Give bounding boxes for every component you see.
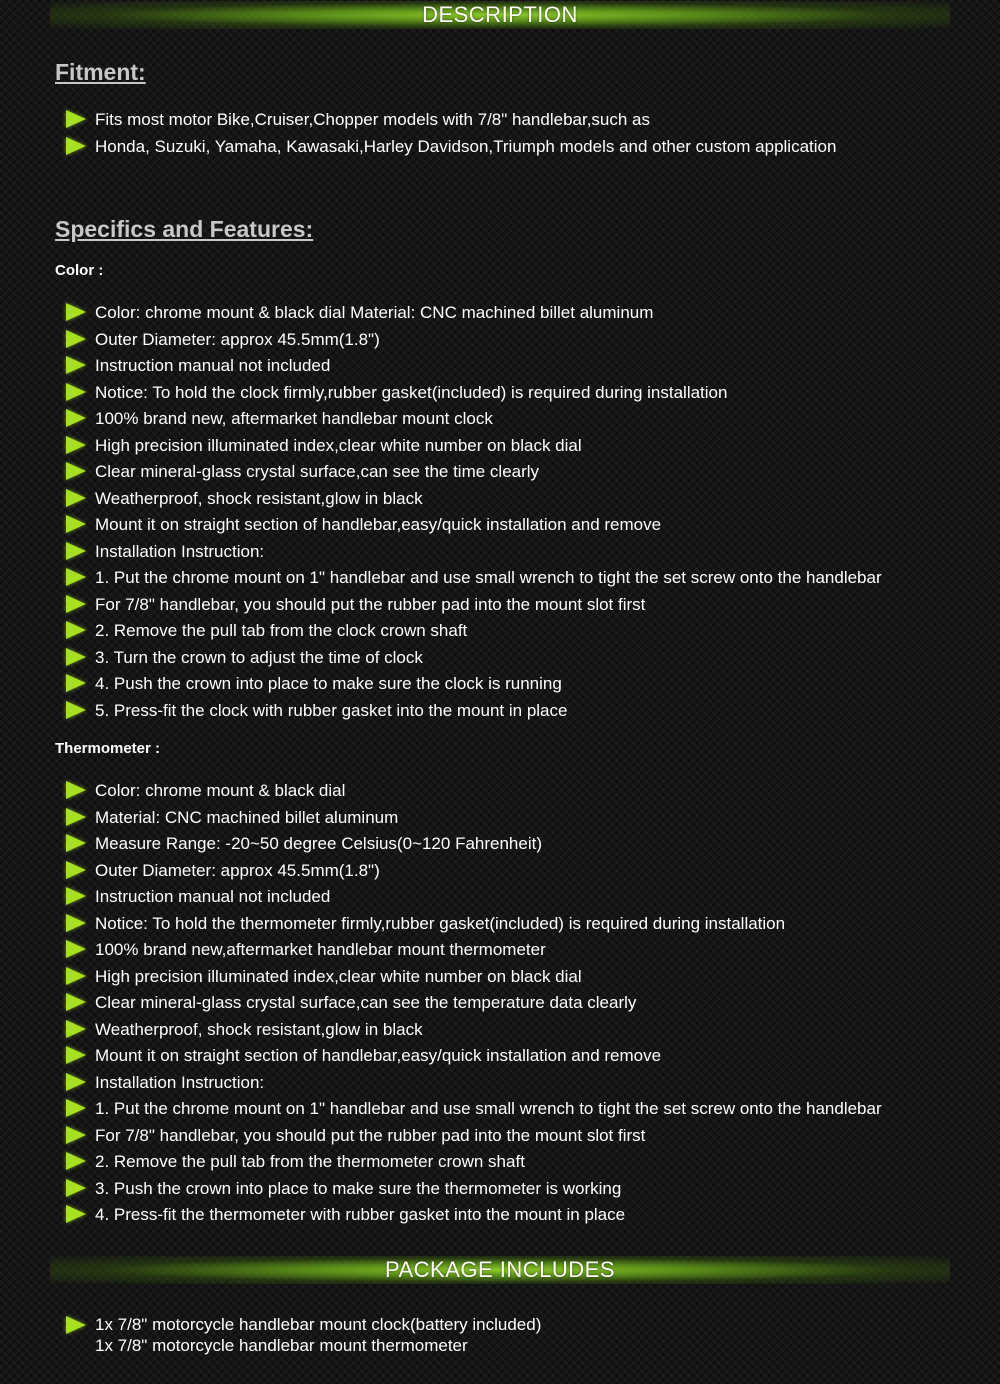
- list-item-text: Instruction manual not included: [95, 887, 331, 906]
- thermometer-features-list: [0, 778, 1000, 1229]
- list-item-text: 2. Remove the pull tab from the thermometer crown shaft: [95, 1152, 525, 1171]
- package-line-thermometer: 1x 7/8" motorcycle handlebar mount thermometer: [95, 1336, 468, 1355]
- arrow-bullet-icon: [66, 1046, 86, 1064]
- arrow-bullet-icon: [66, 1179, 86, 1197]
- arrow-bullet-icon: [66, 383, 86, 401]
- list-item: [0, 1176, 1000, 1203]
- list-item: [0, 805, 1000, 832]
- arrow-bullet-icon: [66, 1099, 86, 1117]
- list-item: [0, 1149, 1000, 1176]
- arrow-bullet-icon: [66, 1205, 86, 1223]
- list-item: [0, 858, 1000, 885]
- list-item-text: Weatherproof, shock resistant,glow in black: [95, 1019, 423, 1039]
- list-item-text: Honda, Suzuki, Yamaha, Kawasaki,Harley Davidson,Triumph models and other custom application: [95, 136, 837, 156]
- list-item: [0, 353, 1000, 380]
- arrow-bullet-icon: [66, 781, 86, 799]
- list-item-text: For 7/8" handlebar, you should put the rubber pad into the mount slot first: [95, 1125, 646, 1145]
- list-item-text: 5. Press-fit the clock with rubber gasket into the mount in place: [95, 700, 568, 720]
- thermometer-heading: Thermometer :: [55, 740, 161, 757]
- list-item-text: High precision illuminated index,clear white number on black dial: [95, 435, 582, 455]
- list-item-text: Clear mineral-glass crystal surface,can see the temperature data clearly: [95, 993, 637, 1012]
- arrow-bullet-icon: [66, 595, 86, 613]
- arrow-bullet-icon: [66, 110, 86, 128]
- list-item-text: Clear mineral-glass crystal surface,can see the time clearly: [95, 462, 540, 481]
- list-item: [0, 698, 1000, 725]
- package-banner-label: PACKAGE INCLUDES: [384, 1257, 616, 1282]
- clock-heading: Color :: [55, 262, 104, 279]
- list-item: [0, 671, 1000, 698]
- description-banner: [50, 1, 950, 29]
- list-item: [0, 134, 1000, 161]
- arrow-bullet-icon: [66, 356, 86, 374]
- arrow-bullet-icon: [66, 542, 86, 560]
- list-item-text: High precision illuminated index,clear white number on black dial: [95, 966, 582, 986]
- list-item-text: Installation Instruction:: [95, 1072, 265, 1092]
- arrow-bullet-icon: [66, 993, 86, 1011]
- list-item: [0, 300, 1000, 327]
- list-item-text: 1. Put the chrome mount on 1" handlebar and use small wrench to tight the set screw onto the handlebar: [95, 1099, 882, 1118]
- list-item: [0, 937, 1000, 964]
- arrow-bullet-icon: [66, 515, 86, 533]
- arrow-bullet-icon: [66, 940, 86, 958]
- list-item: [0, 1070, 1000, 1097]
- list-item-text: Mount it on straight section of handlebar,easy/quick installation and remove: [95, 1046, 662, 1065]
- package-banner: [50, 1256, 950, 1284]
- list-item: [0, 1202, 1000, 1229]
- arrow-bullet-icon: [66, 808, 86, 826]
- list-item-text: 4. Push the crown into place to make sure the clock is running: [95, 674, 562, 693]
- list-item-text: Mount it on straight section of handlebar,easy/quick installation and remove: [95, 515, 662, 534]
- list-item-text: 3. Push the crown into place to make sure the thermometer is working: [95, 1178, 622, 1198]
- arrow-bullet-icon: [66, 1316, 86, 1334]
- list-item-text: Measure Range: -20~50 degree Celsius(0~120 Fahrenheit): [95, 834, 542, 853]
- list-item: [0, 486, 1000, 513]
- list-item: [0, 107, 1000, 134]
- description-banner-label: DESCRIPTION: [422, 2, 578, 27]
- arrow-bullet-icon: [66, 967, 86, 985]
- list-item-text: Weatherproof, shock resistant,glow in black: [95, 488, 423, 508]
- list-item-text: Notice: To hold the thermometer firmly,rubber gasket(included) is required during installation: [95, 913, 786, 933]
- arrow-bullet-icon: [66, 1152, 86, 1170]
- fitment-list: [0, 107, 1000, 160]
- list-item: [0, 884, 1000, 911]
- list-item: [0, 911, 1000, 938]
- list-item-text: For 7/8" handlebar, you should put the rubber pad into the mount slot first: [95, 594, 646, 614]
- arrow-bullet-icon: [66, 914, 86, 932]
- fitment-title: Fitment:: [55, 59, 146, 85]
- list-item-text: 100% brand new,aftermarket handlebar mount thermometer: [95, 940, 546, 959]
- arrow-bullet-icon: [66, 303, 86, 321]
- list-item: [0, 618, 1000, 645]
- list-item-text: Notice: To hold the clock firmly,rubber gasket(included) is required during installation: [95, 382, 728, 402]
- clock-features-list: [0, 300, 1000, 724]
- list-item-text: Instruction manual not included: [95, 356, 331, 375]
- list-item: [0, 565, 1000, 592]
- list-item: [0, 964, 1000, 991]
- arrow-bullet-icon: [66, 330, 86, 348]
- list-item-text: 3. Turn the crown to adjust the time of clock: [95, 647, 423, 667]
- list-item-text: Outer Diameter: approx 45.5mm(1.8"): [95, 860, 380, 880]
- list-item: [0, 778, 1000, 805]
- list-item-text: Fits most motor Bike,Cruiser,Chopper models with 7/8" handlebar,such as: [95, 110, 651, 129]
- list-item: [0, 1043, 1000, 1070]
- list-item: [0, 990, 1000, 1017]
- arrow-bullet-icon: [66, 674, 86, 692]
- list-item-text: 1. Put the chrome mount on 1" handlebar and use small wrench to tight the set screw onto the handlebar: [95, 568, 882, 587]
- list-item: [0, 459, 1000, 486]
- arrow-bullet-icon: [66, 1020, 86, 1038]
- package-line-clock: 1x 7/8" motorcycle handlebar mount clock(battery included): [95, 1315, 542, 1334]
- list-item: [0, 831, 1000, 858]
- list-item-text: Color: chrome mount & black dial Material: CNC machined billet aluminum: [95, 303, 654, 322]
- list-item-text: Material: CNC machined billet aluminum: [95, 807, 399, 827]
- list-item-text: 4. Press-fit the thermometer with rubber gasket into the mount in place: [95, 1205, 626, 1224]
- list-item: [0, 380, 1000, 407]
- list-item-text: 100% brand new, aftermarket handlebar mount clock: [95, 409, 493, 428]
- list-item: [0, 1096, 1000, 1123]
- list-item: [0, 539, 1000, 566]
- arrow-bullet-icon: [66, 436, 86, 454]
- arrow-bullet-icon: [66, 137, 86, 155]
- list-item: [0, 1017, 1000, 1044]
- package-list: [0, 1314, 1000, 1356]
- arrow-bullet-icon: [66, 462, 86, 480]
- arrow-bullet-icon: [66, 834, 86, 852]
- arrow-bullet-icon: [66, 1073, 86, 1091]
- list-item: [0, 645, 1000, 672]
- list-item-text: Outer Diameter: approx 45.5mm(1.8"): [95, 329, 380, 349]
- arrow-bullet-icon: [66, 701, 86, 719]
- list-item: [0, 406, 1000, 433]
- list-item: [0, 327, 1000, 354]
- arrow-bullet-icon: [66, 489, 86, 507]
- list-item: [0, 1123, 1000, 1150]
- list-item: [0, 433, 1000, 460]
- list-item-text: Installation Instruction:: [95, 541, 265, 561]
- list-item-text: Color: chrome mount & black dial: [95, 781, 346, 800]
- arrow-bullet-icon: [66, 648, 86, 666]
- arrow-bullet-icon: [66, 621, 86, 639]
- arrow-bullet-icon: [66, 568, 86, 586]
- arrow-bullet-icon: [66, 887, 86, 905]
- arrow-bullet-icon: [66, 409, 86, 427]
- list-item-text: 2. Remove the pull tab from the clock crown shaft: [95, 621, 468, 640]
- arrow-bullet-icon: [66, 861, 86, 879]
- list-item: [0, 592, 1000, 619]
- specifics-title: Specifics and Features:: [55, 216, 314, 242]
- list-item: [0, 512, 1000, 539]
- arrow-bullet-icon: [66, 1126, 86, 1144]
